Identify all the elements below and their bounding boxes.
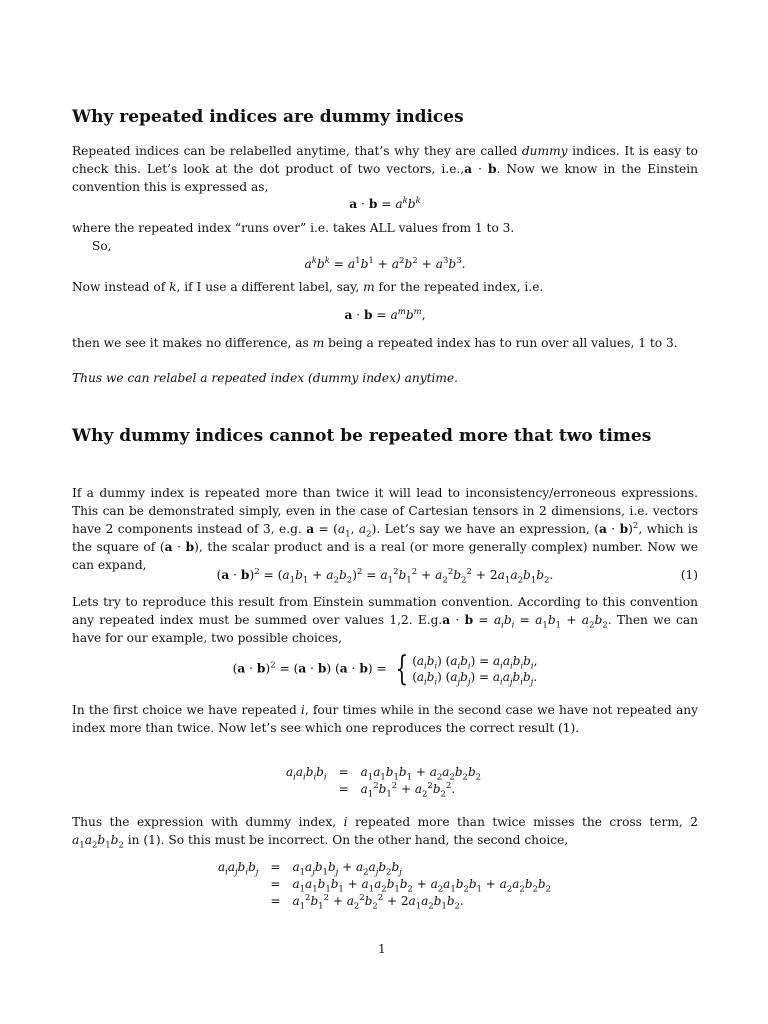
- paragraph-relabel-intro: Repeated indices can be relabelled anytime, that’s why they are called dummy indices. It is easy to check this. Let’s look at the dot product of two vectors, i.e.,a · b. Now we know in the Einstein convention this is expressed as,: [72, 144, 698, 194]
- paragraph-misses-cross-term: Thus the expression with dummy index, i repeated more than twice misses the cross term, 2 $a_1a_2b_1b_2$ in (1). So this must be incorrect. On the other hand, the second choice,: [72, 815, 698, 851]
- section-heading-repeated-indices: Why repeated indices are dummy indices: [72, 107, 464, 127]
- conclusion-relabel: Thus we can relabel a repeated index (dummy index) anytime.: [72, 371, 459, 385]
- equation-dot-product-m: $a \cdot b = a^mb^m$,: [344, 306, 426, 322]
- equation-1: $(a \cdot b)^2 = (a_1b_1 + a_2b_2)^2 = a_1^2b_1^2 + a_2^2b_2^2 + 2a_1a_2b_1b_2$. (1): [216, 566, 698, 586]
- paragraph-einstein-reproduce: Lets try to reproduce this result from Einstein summation convention. According to this convention any repeated index must be summed over values 1,2. $E.g.a \cdot b = a_ib_i = a_1b_1 + a_2b_2$. Then we can have for our example, two possible choices,: [72, 595, 699, 645]
- paragraph-inconsistency: If a dummy index is repeated more than twice it will lead to inconsistency/erroneous expressions. This can be demonstrated simply, even in the case of Cartesian tensors in 2 dimensions, i.e. vectors have 2 components instead of 3, e.g. $a = (a_1$, $a_2$). Let’s say we have an expression, $(a \cdot b)^2$, which is the square of (a · b), the scalar product and is a real (or more generally complex) number. Now we can expand,: [72, 486, 699, 572]
- paragraph-no-difference: then we see it makes no difference, as m being a repeated index has to run over all values, 1 to 3.: [72, 336, 678, 350]
- paragraph-relabel-m: Now instead of k, if I use a different label, say, m for the repeated index, i.e.: [72, 280, 544, 294]
- paragraph-so: So,: [92, 239, 112, 253]
- equation-two-choices: $(a \cdot b)^2 = (a \cdot b)$ (a · b) = { $(a_ib_i) (a_ib_i) = a_ia_ib_ib_i$, $(a_ib_i) (a_jb_j) = a_ia_jb_ib_j$.: [232, 649, 538, 689]
- section-heading-dummy-repeat: Why dummy indices cannot be repeated more that two times: [72, 426, 652, 446]
- paragraph-first-choice: In the first choice we have repeated i, four times while in the second case we have not repeated any index more than twice. Now let’s see which one reproduces the correct result (1).: [72, 703, 698, 735]
- equation-second-choice: $a_ia_jb_ib_j$ = $a_1a_jb_1b_j + a_2a_jb_2b_j$ = $a_1a_1b_1b_1 + a_1a_2b_1b_2 + a_2a_1b_2b_1 + a_2a_2b_2b_2$ = $a_1^2b_1^2 + a_2^2b_2^2 + 2a_1a_2b_1b_2$.: [218, 860, 552, 912]
- page-number: 1: [378, 942, 386, 956]
- equation-dot-product: $a \cdot b = a^kb^k$: [349, 195, 421, 211]
- equation-number: (1): [680, 568, 698, 582]
- equation-first-choice: $a_ia_ib_ib_i$ = $a_1a_1b_1b_1 + a_2a_2b_2b_2$ = $a_1^2b_1^2 + a_2^2b_2^2$.: [286, 765, 482, 800]
- paragraph-runs-over: where the repeated index “runs over” i.e. takes ALL values from 1 to 3.: [72, 221, 515, 235]
- equation-expansion-k: $a^kb^k = a^1b^1 + a^2b^2 + a^3b^3$.: [304, 255, 466, 271]
